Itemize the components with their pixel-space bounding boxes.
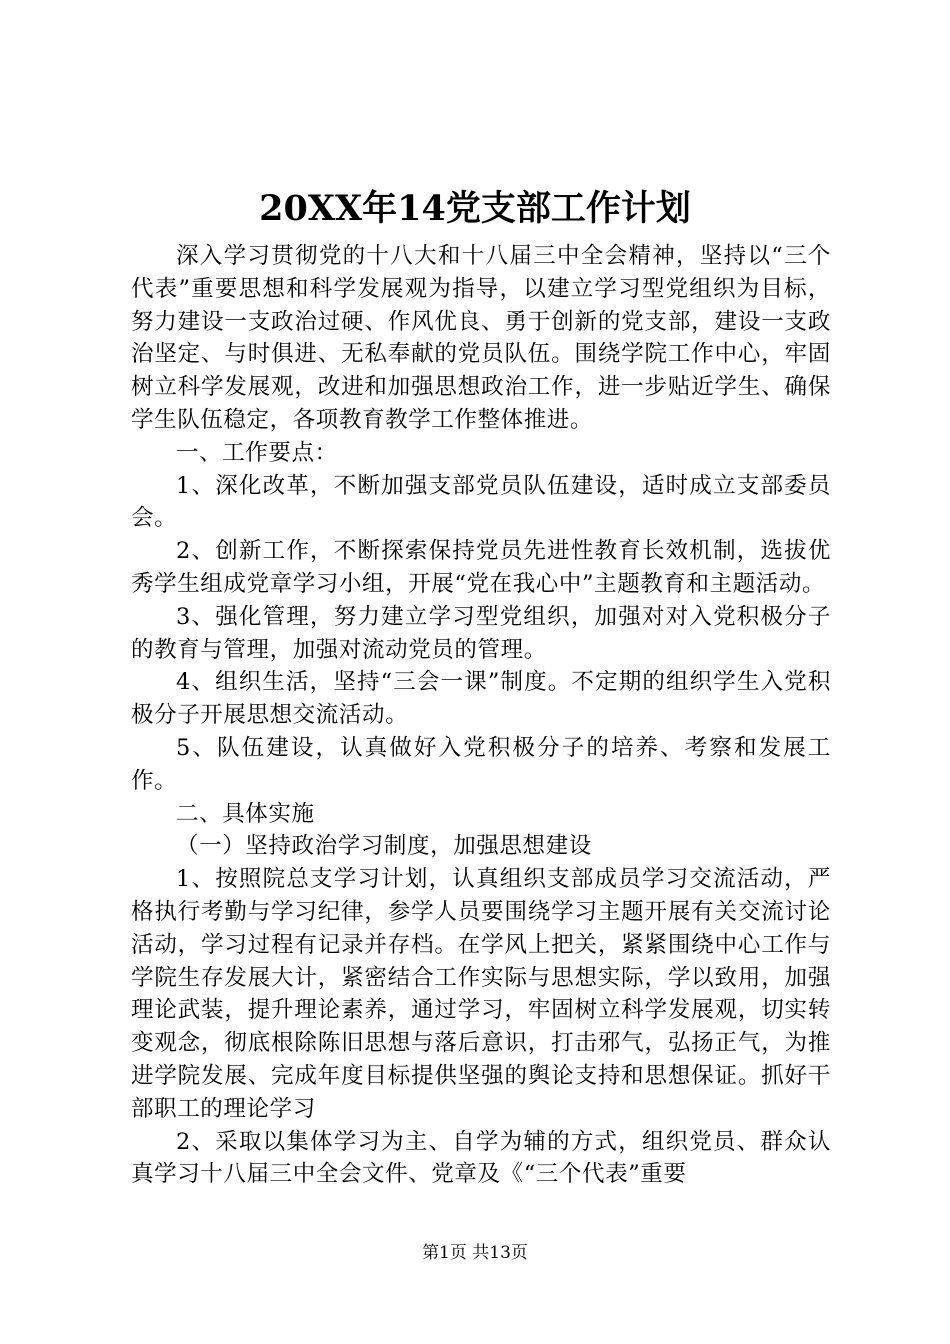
document-title: 20XX年14党支部工作计划 [259, 188, 691, 229]
section-heading-implementation: 二、具体实施 [176, 800, 315, 827]
list-item-4: 4、组织生活，坚持“三会一课”制度。不定期的组织学生入党积极分子开展思想交流活动。 [131, 669, 831, 729]
paragraph-study-plan: 1、按照院总支学习计划，认真组织支部成员学习交流活动，严格执行考勤与学习纪律，参学人员要围绕学习主题开展有关交流讨论活动，学习过程有记录并存档。在学风上把关，紧紧围绕中心工作与学院生存发展大计，紧密结合工作实际与思想实际，学以致用，加强理论武装，提升理论素养，通过学习，牢固树立科学发展观，切实转变观念，彻底根除陈旧思想与落后意识，打击邪气，弘扬正气，为推进学院发展、完成年度目标提供坚强的舆论支持和思想保证。抓好干部职工的理论学习 [131, 866, 831, 1122]
list-item-5: 5、队伍建设，认真做好入党积极分子的培养、考察和发展工作。 [131, 734, 831, 794]
list-item-2: 2、创新工作，不断探索保持党员先进性教育长效机制，选拔优秀学生组成党章学习小组，开展“党在我心中”主题教育和主题活动。 [131, 538, 831, 597]
list-item-3: 3、强化管理，努力建立学习型党组织，加强对对入党积极分子的教育与管理，加强对流动党员的管理。 [131, 603, 831, 663]
document-body [131, 240, 831, 1191]
paragraph-study-method: 2、采取以集体学习为主、自学为辅的方式，组织党员、群众认真学习十八届三中全会文件、党章及《“三个代表”重要 [131, 1128, 831, 1188]
section-heading-work-points: 一、工作要点： [176, 439, 338, 466]
list-item-1: 1、深化改革，不断加强支部党员队伍建设，适时成立支部委员会。 [131, 472, 831, 532]
page-footer: 第1页 共13页 [422, 1243, 528, 1263]
paragraph-intro: 深入学习贯彻党的十八大和十八届三中全会精神，坚持以“三个代表”重要思想和科学发展观为指导，以建立学习型党组织为目标，努力建设一支政治过硬、作风优良、勇于创新的党支部，建设一支政治坚定、与时俱进、无私奉献的党员队伍。围绕学院工作中心，牢固树立科学发展观，改进和加强思想政治工作，进一步贴近学生、确保学生队伍稳定，各项教育教学工作整体推进。 [131, 243, 831, 433]
subsection-heading-political-study: （一）坚持政治学习制度，加强思想建设 [176, 833, 592, 860]
